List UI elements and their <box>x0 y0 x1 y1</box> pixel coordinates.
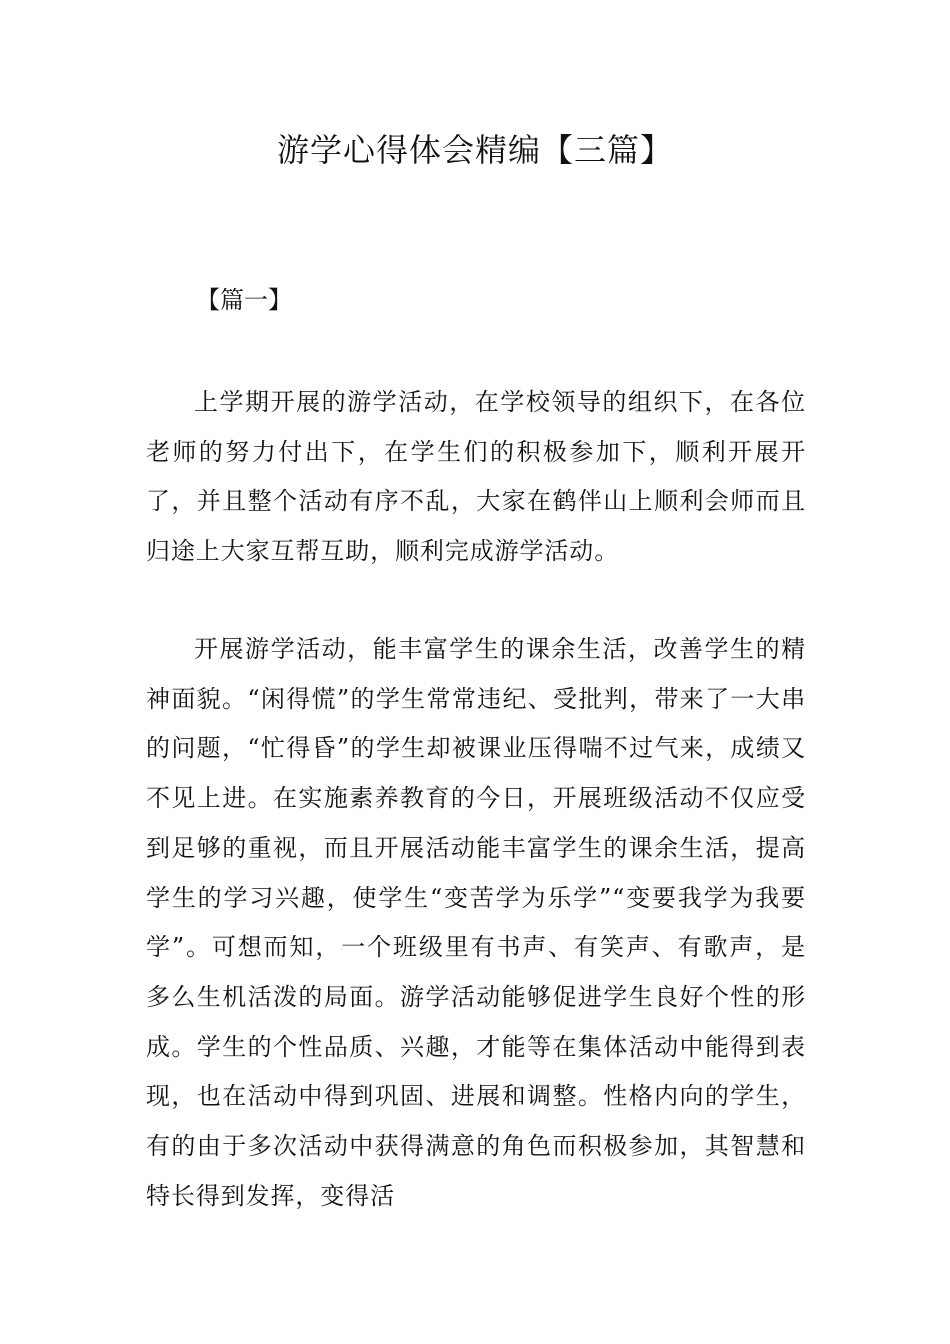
section-heading: 【篇一】 <box>196 286 292 314</box>
body-paragraph: 上学期开展的游学活动，在学校领导的组织下，在各位老师的努力付出下，在学生们的积极参加下，顺利开展开了，并且整个活动有序不乱，大家在鹤伴山上顺利会师而且归途上大家互帮互助，顺利完成游学活动。 <box>146 388 806 566</box>
document-title: 游学心得体会精编【三篇】 <box>276 131 673 169</box>
body-paragraph: 开展游学活动，能丰富学生的课余生活，改善学生的精神面貌。“闲得慌”的学生常常违纪、受批判，带来了一大串的问题，“忙得昏”的学生却被课业压得喘不过气来，成绩又不见上进。在实施素养教育的今日，开展班级活动不仅应受到足够的重视，而且开展活动能丰富学生的课余生活，提高学生的学习兴趣，使学生“变苦学为乐学”“变要我学为我要学”。可想而知，一个班级里有书声、有笑声、有歌声，是多么生机活泼的局面。游学活动能够促进学生良好个性的形成。学生的个性品质、兴趣，才能等在集体活动中能得到表现，也在活动中得到巩固、进展和调整。性格内向的学生，有的由于多次活动中获得满意的角色而积极参加，其智慧和特长得到发挥，变得活 <box>146 635 806 1210</box>
